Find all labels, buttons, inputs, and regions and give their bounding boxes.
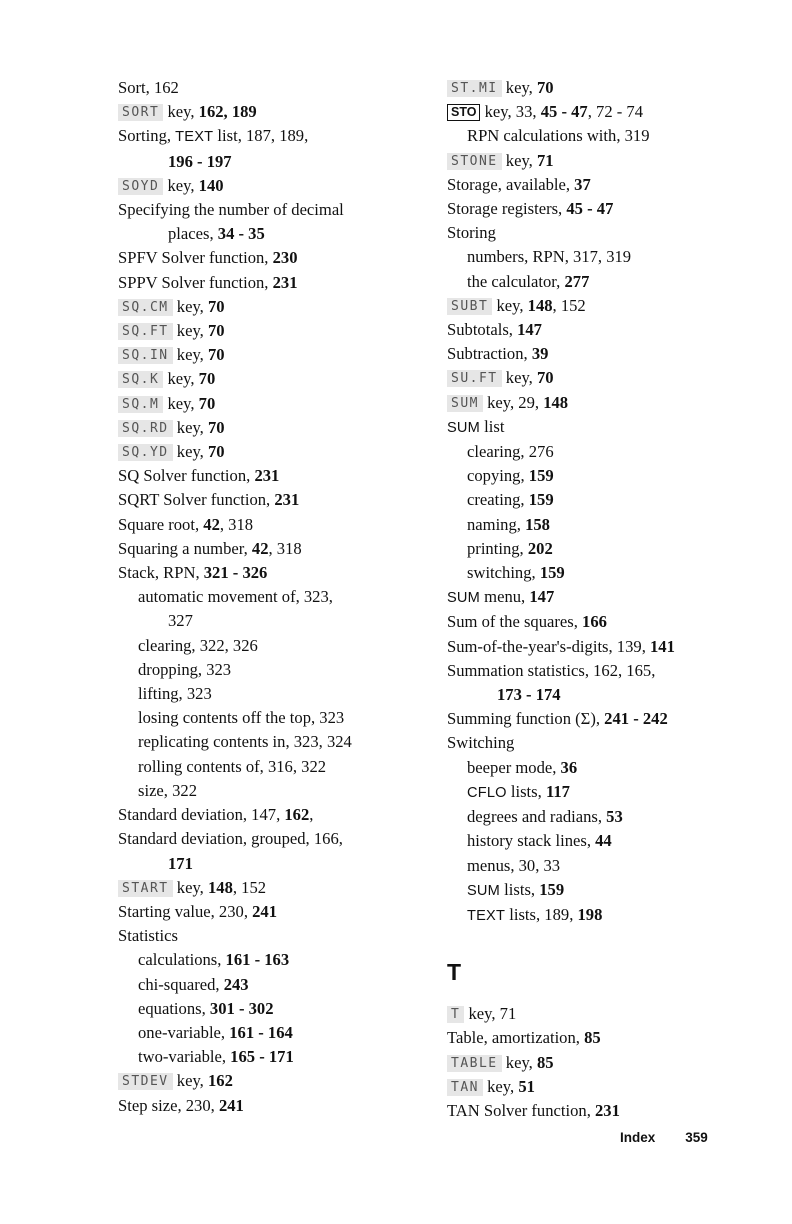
primary-page-ref: 147 (529, 587, 555, 607)
entry-text: lifting, 323 (138, 684, 212, 704)
entry-text: calculations, (138, 950, 226, 970)
index-entry (447, 270, 767, 294)
index-entry (447, 1026, 767, 1050)
primary-page-ref: 44 (595, 831, 612, 851)
entry-suffix: , 152 (232, 877, 267, 897)
footer-label: Index (620, 1130, 656, 1145)
entry-text: automatic movement of, 323, (138, 587, 333, 607)
entry-text: key, (501, 368, 537, 388)
index-entry (447, 756, 767, 780)
index-entry (118, 682, 438, 706)
primary-page-ref: 162 (284, 805, 310, 825)
index-entry (118, 319, 438, 343)
calculator-key-label: STO (447, 104, 480, 121)
entry-text: lists, 189, (505, 904, 578, 924)
index-entry (447, 1002, 767, 1026)
entry-text: key, (492, 295, 528, 315)
index-entry (447, 537, 767, 561)
entry-text: Table, amortization, (447, 1028, 585, 1048)
entry-text: Stack, RPN, (118, 563, 204, 583)
index-entry (447, 173, 767, 197)
entry-text: Square root, (118, 514, 204, 534)
entry-text: key, (172, 296, 208, 316)
entry-text: Storage, available, (447, 174, 575, 194)
page-number: 359 (685, 1130, 708, 1145)
entry-text: degrees and radians, (467, 807, 607, 827)
entry-text: beeper mode, (467, 757, 561, 777)
index-entry (118, 488, 438, 512)
entry-text: key, (501, 150, 537, 170)
entry-text: key, (172, 877, 208, 897)
entry-text: replicating contents in, 323, 324 (138, 732, 352, 752)
index-entry (118, 755, 438, 779)
index-entry (118, 1045, 438, 1069)
entry-text: TAN Solver function, (447, 1100, 595, 1120)
index-entry (447, 76, 767, 100)
entry-text: Starting value, 230, (118, 901, 253, 921)
index-entry (447, 440, 767, 464)
menu-key-label: SQ.RD (118, 420, 173, 437)
index-entry (118, 100, 438, 124)
index-entry (118, 150, 438, 174)
entry-text: dropping, 323 (138, 659, 232, 679)
primary-page-ref: 230 (272, 248, 298, 268)
index-entry (447, 1051, 767, 1075)
index-entry (118, 876, 438, 900)
index-entry (447, 1075, 767, 1099)
entry-text: key, 33, (480, 102, 541, 122)
entry-text: key, (172, 345, 208, 365)
menu-key-label: SORT (118, 104, 163, 121)
primary-page-ref: 85 (536, 1052, 554, 1072)
entry-text: the calculator, (467, 271, 565, 291)
primary-page-ref: 231 (272, 272, 298, 292)
primary-page-ref: 321 - 326 (203, 563, 268, 583)
index-entry (118, 198, 438, 222)
index-entry (118, 730, 438, 754)
entry-suffix: , 152 (552, 295, 586, 315)
entry-text: Sort, 162 (118, 78, 179, 97)
primary-page-ref: 198 (577, 904, 603, 924)
entry-text: key, (163, 175, 199, 195)
primary-page-ref: 70 (198, 369, 216, 389)
entry-text: Storing (447, 223, 496, 243)
primary-page-ref: 159 (539, 563, 565, 583)
entry-text: Switching (447, 733, 515, 753)
entry-text: size, 322 (138, 780, 197, 800)
entry-suffix: , 72 - 74 (587, 102, 644, 122)
entry-text: Summation statistics, 162, 165, (447, 660, 656, 680)
entry-text: Squaring a number, (118, 538, 252, 558)
primary-page-ref: 70 (198, 393, 216, 413)
entry-text: key, (163, 369, 199, 389)
index-entry (447, 659, 767, 683)
primary-page-ref: 202 (527, 538, 553, 558)
entry-text: key, (172, 1071, 208, 1091)
primary-page-ref: 70 (207, 417, 225, 437)
entry-text: key, (163, 393, 199, 413)
primary-page-ref: 36 (560, 757, 578, 777)
right-column (447, 76, 767, 1123)
entry-suffix: , 318 (268, 538, 302, 558)
index-entry (118, 295, 438, 319)
index-entry (118, 537, 438, 561)
primary-page-ref: 70 (207, 296, 225, 316)
entry-text: Summing function (Σ), (447, 709, 605, 729)
index-entry (447, 415, 767, 440)
primary-page-ref: 165 - 171 (230, 1047, 294, 1067)
primary-page-ref: 70 (536, 78, 554, 97)
entry-text: one-variable, (138, 1022, 230, 1042)
menu-key-label: SQ.FT (118, 323, 173, 340)
list-name-label: CFLO (467, 784, 507, 801)
entry-text: list (480, 416, 505, 436)
index-entry (118, 585, 438, 609)
entry-text: creating, (467, 490, 529, 510)
primary-page-ref: 148 (543, 392, 569, 412)
entry-text: Sum-of-the-year's-digits, 139, (447, 636, 650, 656)
entry-text: SQRT Solver function, (118, 490, 275, 510)
primary-page-ref: 148 (527, 295, 553, 315)
list-name-label: SUM (467, 882, 501, 899)
entry-text: two-variable, (138, 1047, 231, 1067)
index-entry (447, 124, 767, 148)
primary-page-ref: 70 (207, 442, 225, 462)
menu-key-label: SUM (447, 395, 483, 412)
index-entry (118, 803, 438, 827)
menu-key-label: SQ.M (118, 396, 163, 413)
index-entry (118, 416, 438, 440)
primary-page-ref: 171 (168, 853, 193, 873)
index-entry (447, 635, 767, 659)
index-entry (118, 76, 438, 100)
primary-page-ref: 42 (251, 538, 269, 558)
entry-text: list, 187, 189, (213, 126, 309, 146)
primary-page-ref: 70 (207, 345, 225, 365)
index-entry (118, 706, 438, 730)
entry-text: key, 29, (482, 392, 544, 412)
entry-text: clearing, 322, 326 (138, 635, 258, 655)
menu-key-label: STDEV (118, 1073, 173, 1090)
primary-page-ref: 166 (582, 612, 607, 632)
index-entry (118, 222, 438, 246)
index-entry (447, 903, 767, 928)
entry-text: SQ Solver function, (118, 466, 255, 486)
index-entry (118, 1094, 438, 1118)
primary-page-ref: 37 (574, 174, 591, 194)
primary-page-ref: 241 (218, 1095, 244, 1115)
menu-key-label: SQ.IN (118, 347, 173, 364)
index-entry (118, 561, 438, 585)
index-entry (447, 1099, 767, 1123)
menu-key-label: STONE (447, 153, 502, 170)
index-entry (118, 900, 438, 924)
primary-page-ref: 158 (525, 514, 550, 534)
index-entry (447, 513, 767, 537)
primary-page-ref: 243 (223, 974, 249, 994)
index-entry (447, 707, 767, 731)
entry-text: clearing, 276 (467, 442, 554, 462)
menu-key-label: TABLE (447, 1055, 502, 1072)
entry-text: key, (482, 1076, 519, 1096)
index-entry (118, 658, 438, 682)
index-entry (447, 829, 767, 853)
primary-page-ref: 53 (606, 807, 623, 827)
primary-page-ref: 173 - 174 (497, 685, 561, 705)
index-entry (447, 197, 767, 221)
index-entry (447, 342, 767, 366)
index-entry (118, 827, 438, 851)
list-name-label: TEXT (467, 907, 506, 924)
entry-text: losing contents off the top, 323 (138, 708, 345, 728)
index-entry (118, 343, 438, 367)
primary-page-ref: 159 (539, 879, 565, 899)
index-entry (118, 948, 438, 972)
entry-text: chi-squared, (138, 974, 224, 994)
entry-text: numbers, RPN, 317, 319 (467, 247, 632, 267)
entry-text: 327 (168, 611, 193, 631)
primary-page-ref: 141 (650, 636, 675, 656)
index-entry (447, 585, 767, 610)
primary-page-ref: 39 (531, 344, 549, 364)
primary-page-ref: 162, 189 (198, 102, 257, 122)
entry-text: Sum of the squares, (447, 612, 583, 632)
entry-text: Statistics (118, 926, 178, 946)
menu-key-label: SQ.CM (118, 299, 173, 316)
menu-key-label: T (447, 1006, 464, 1023)
primary-page-ref: 70 (536, 368, 554, 388)
entry-text: rolling contents of, 316, 322 (138, 756, 327, 776)
menu-key-label: SQ.YD (118, 444, 173, 461)
index-entry (118, 367, 438, 391)
primary-page-ref: 85 (584, 1028, 601, 1048)
entry-text: Step size, 230, (118, 1095, 219, 1115)
entry-text: key, (501, 1052, 537, 1072)
index-entry (118, 609, 438, 633)
primary-page-ref: 70 (207, 321, 225, 341)
entry-text: key, (172, 321, 208, 341)
entry-text: Subtotals, (447, 320, 518, 340)
menu-key-label: START (118, 880, 173, 897)
primary-page-ref: 42 (203, 514, 220, 534)
entry-text: key, (163, 102, 199, 122)
index-entry (118, 174, 438, 198)
menu-key-label: SU.FT (447, 370, 502, 387)
index-entry (447, 561, 767, 585)
primary-page-ref: 147 (517, 320, 542, 340)
index-entry (447, 391, 767, 415)
entry-text: menus, 30, 33 (467, 855, 561, 875)
entry-text: equations, (138, 998, 210, 1018)
index-entry (118, 1021, 438, 1045)
entry-suffix: , 318 (219, 514, 254, 534)
index-entry (118, 464, 438, 488)
entry-text: key, (172, 442, 208, 462)
index-entry (118, 973, 438, 997)
primary-page-ref: 148 (207, 877, 233, 897)
index-entry (447, 683, 767, 707)
entry-text: key, (172, 417, 208, 437)
entry-text: key, (501, 78, 537, 97)
menu-key-label: SQ.K (118, 371, 163, 388)
primary-page-ref: 277 (564, 271, 590, 291)
primary-page-ref: 241 (252, 901, 278, 921)
list-name-label: SUM (447, 419, 481, 436)
index-entry (118, 1069, 438, 1093)
menu-key-label: SOYD (118, 178, 163, 195)
entry-text: Standard deviation, 147, (118, 805, 285, 825)
page-footer (620, 1130, 708, 1145)
index-entry (447, 610, 767, 634)
primary-page-ref: 34 - 35 (217, 224, 265, 244)
primary-page-ref: 161 - 163 (225, 950, 290, 970)
index-entry (118, 440, 438, 464)
index-entry (118, 779, 438, 803)
index-entry (447, 488, 767, 512)
entry-text: naming, (467, 514, 526, 534)
entry-suffix: , (309, 805, 314, 825)
index-entry (447, 780, 767, 805)
entry-text: menu, (480, 587, 530, 607)
index-entry (118, 271, 438, 295)
index-entry (447, 221, 767, 245)
section-letter: T (447, 959, 462, 986)
entry-text: lists, (500, 879, 540, 899)
primary-page-ref: 159 (528, 490, 554, 510)
index-entry (447, 854, 767, 878)
index-entry (447, 464, 767, 488)
primary-page-ref: 241 - 242 (604, 709, 668, 729)
index-entry (447, 294, 767, 318)
index-entry (118, 124, 438, 149)
index-entry (118, 997, 438, 1021)
primary-page-ref: 231 (595, 1100, 620, 1120)
entry-text: printing, (467, 538, 528, 558)
entry-prefix: Sorting, (118, 126, 176, 146)
index-entry (447, 149, 767, 173)
list-name-label: SUM (447, 590, 481, 607)
entry-text: places, (168, 224, 218, 244)
primary-page-ref: 231 (274, 490, 300, 510)
primary-page-ref: 161 - 164 (229, 1022, 293, 1042)
primary-page-ref: 162 (207, 1071, 233, 1091)
primary-page-ref: 71 (536, 150, 554, 170)
entry-text: copying, (467, 466, 529, 486)
primary-page-ref: 51 (518, 1076, 535, 1096)
entry-text: lists, (506, 781, 546, 801)
index-entry (447, 366, 767, 390)
entry-text: key, 71 (464, 1004, 517, 1024)
primary-page-ref: 140 (198, 175, 224, 195)
entry-text: Specifying the number of decimal (118, 200, 344, 220)
index-entry (118, 852, 438, 876)
index-entry (447, 245, 767, 269)
entry-text: RPN calculations with, 319 (467, 126, 650, 146)
index-entry (447, 318, 767, 342)
primary-page-ref: 196 - 197 (168, 151, 232, 171)
index-entry (118, 634, 438, 658)
index-entry (118, 392, 438, 416)
entry-text: history stack lines, (467, 831, 596, 851)
left-column (118, 76, 438, 1118)
primary-page-ref: 45 - 47 (566, 199, 614, 219)
menu-key-label: ST.MI (447, 80, 502, 97)
list-name-label: TEXT (175, 129, 214, 146)
entry-text: Standard deviation, grouped, 166, (118, 829, 343, 849)
index-entry (447, 878, 767, 903)
index-entry (447, 805, 767, 829)
entry-text: SPPV Solver function, (118, 272, 273, 292)
index-entry (447, 100, 767, 124)
index-entry (118, 924, 438, 948)
entry-text: switching, (467, 563, 540, 583)
index-entry (118, 513, 438, 537)
entry-text: Subtraction, (447, 344, 532, 364)
entry-text: SPFV Solver function, (118, 248, 273, 268)
menu-key-label: SUBT (447, 298, 492, 315)
primary-page-ref: 231 (254, 466, 280, 486)
menu-key-label: TAN (447, 1079, 483, 1096)
entry-text: Storage registers, (447, 199, 567, 219)
index-entry (118, 246, 438, 270)
primary-page-ref: 301 - 302 (209, 998, 274, 1018)
primary-page-ref: 45 - 47 (540, 102, 588, 122)
primary-page-ref: 117 (545, 781, 570, 801)
primary-page-ref: 159 (528, 466, 554, 486)
index-entry (447, 731, 767, 755)
